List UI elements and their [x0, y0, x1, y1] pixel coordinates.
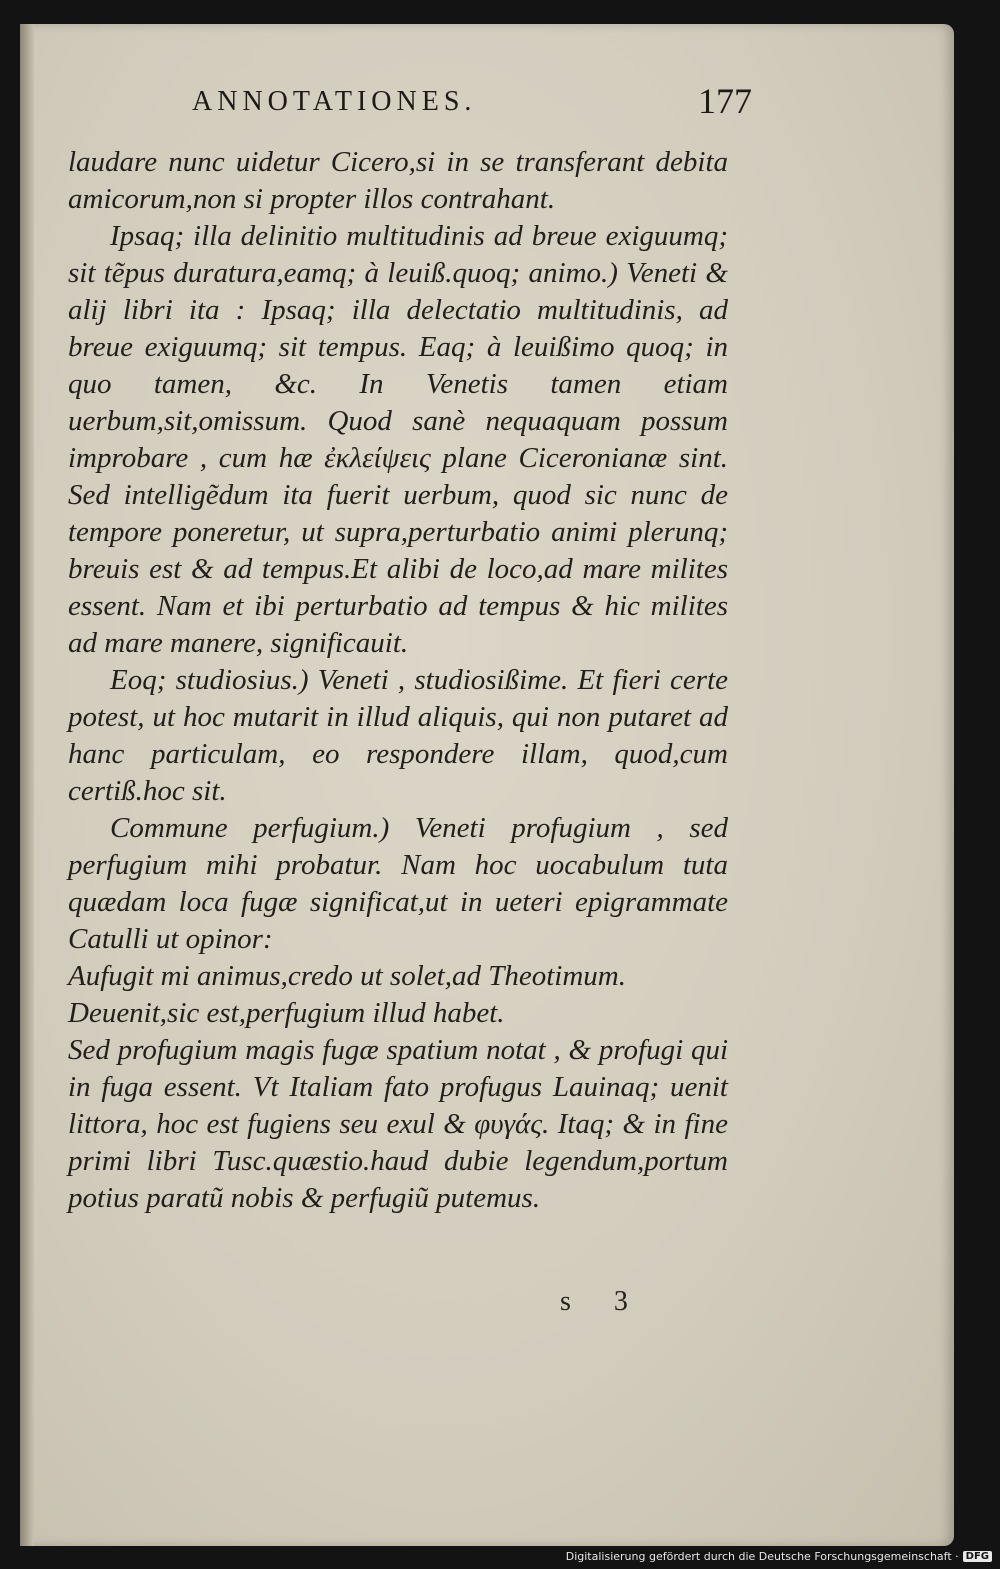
signature-mark: s 3: [560, 1286, 646, 1317]
paragraph: Ipsaq; illa delinitio multitudinis ad breue exiguumq; sit tẽpus duratura,eamq; à leuiß.quoq; animo.) Veneti & alij libri ita : Ipsaq; illa delectatio multitudinis, ad breue exiguumq; sit tempus. Eaq; à leuißimo quoq; in quo tamen, &c. In Venetis tamen etiam uerbum,sit,omissum. Quod sanè nequaquam possum improbare , cum hæ ἐκλείψεις plane Ciceronianæ sint. Sed intelligẽdum ita fuerit uerbum, quod sic nunc de tempore poneretur, ut supra,perturbatio animi plerunq; breuis est & ad tempus.Et alibi de loco,ad mare milites essent. Nam et ibi perturbatio ad tempus & hic milites ad mare manere, significauit.: [68, 220, 728, 659]
paragraph: Commune perfugium.) Veneti profugium , sed perfugium mihi probatur. Nam hoc uocabulum tuta quædam loca fugæ significat,ut in ueteri epigrammate Catulli ut opinor:: [68, 812, 728, 955]
verse-line: Deuenit,sic est,perfugium illud habet.: [68, 997, 505, 1029]
paragraph: laudare nunc uidetur Cicero,si in se transferant debita amicorum,non si propter illos contrahant.: [68, 146, 728, 215]
page-binding-edge: [20, 24, 34, 1546]
book-page: [20, 24, 954, 1546]
page-header: [172, 81, 762, 132]
dfg-logo-icon: DFG: [963, 1551, 992, 1562]
paragraph: Sed profugium magis fugæ spatium notat , & profugi qui in fuga essent. Vt Italiam fato profugus Lauinaq; uenit littora, hoc est fugiens seu exul & φυγάς. Itaq; & in fine primi libri Tusc.quæstio.haud dubie legendum,portum potius paratũ nobis & perfugiũ putemus.: [68, 1034, 728, 1214]
footer-credit: [566, 1550, 992, 1563]
body-text: [68, 144, 728, 1217]
funding-credit: Digitalisierung gefördert durch die Deutsche Forschungsgemeinschaft ·: [565, 1550, 959, 1563]
verse-line: Aufugit mi animus,credo ut solet,ad Theotimum.: [68, 960, 626, 992]
running-head: ANNOTATIONES.: [192, 86, 477, 117]
paragraph: Eoq; studiosius.) Veneti , studiosißime. Et fieri certe potest, ut hoc mutarit in illud aliquis, qui non putaret ad hanc particulam, eo respondere illam, quod,cum certiß.hoc sit.: [68, 664, 728, 807]
page-number: 177: [698, 81, 752, 121]
